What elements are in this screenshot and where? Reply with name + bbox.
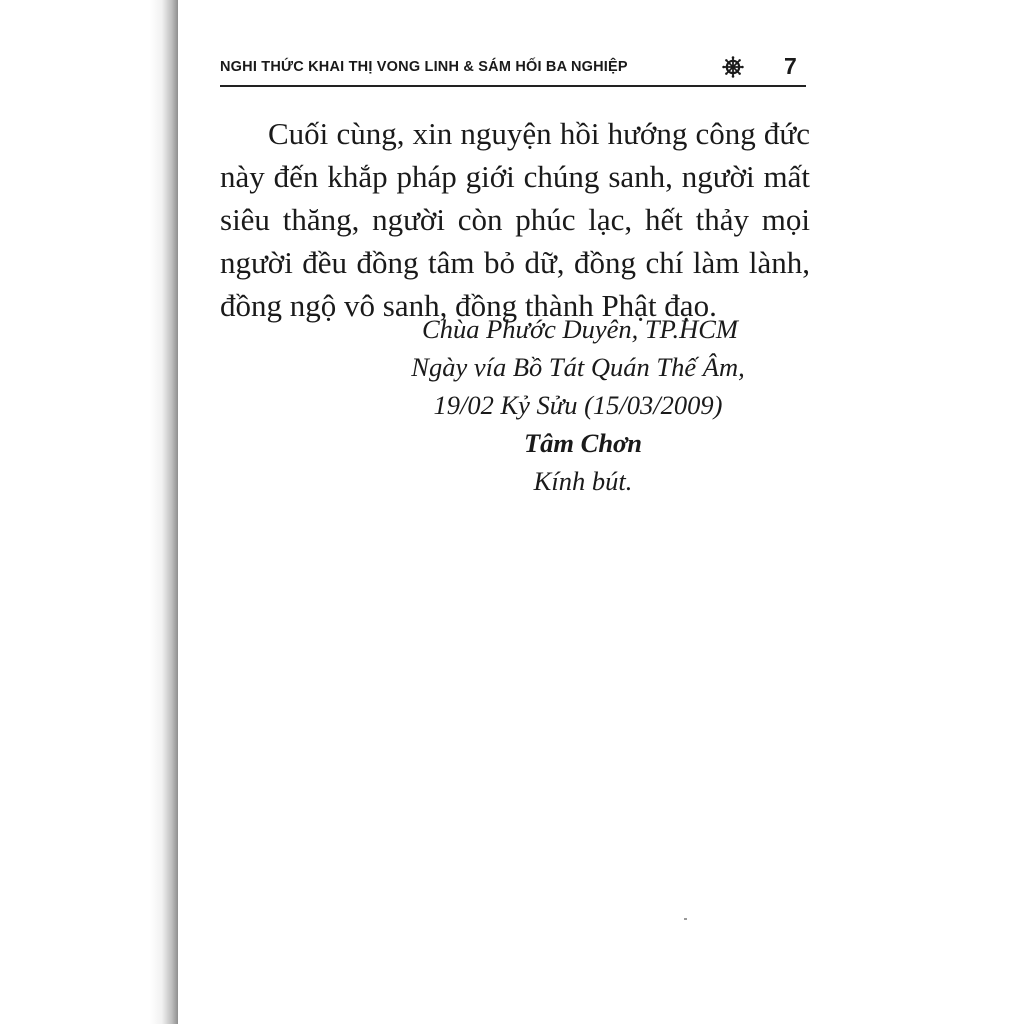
signature-author: Tâm Chơn: [523, 428, 643, 458]
book-page: [178, 0, 1024, 1024]
body-line: này đến khắp pháp giới chúng sanh, người mất: [220, 159, 810, 194]
body-line: đồng ngộ vô sanh, đồng thành Phật đạo.: [220, 288, 717, 323]
body-line: siêu thăng, người còn phúc lạc, hết thảy mọi: [220, 202, 810, 237]
dharma-wheel-icon: [722, 56, 744, 78]
page-number: 7: [784, 53, 797, 79]
running-header: [220, 55, 806, 87]
signature-date: 19/02 Kỷ Sửu (15/03/2009): [433, 390, 723, 420]
scan-speck: [684, 918, 687, 920]
signature-occasion: Ngày vía Bồ Tát Quán Thế Âm,: [411, 352, 745, 382]
body-paragraph: [220, 112, 810, 327]
book-gutter-shadow: [0, 0, 178, 1024]
body-line: Cuối cùng, xin nguyện hồi hướng công đức: [268, 116, 810, 151]
signature-block: [378, 310, 778, 500]
running-title: NGHI THỨC KHAI THỊ VONG LINH & SÁM HỐI BA NGHIỆP: [220, 59, 628, 75]
signature-closing: Kính bút.: [533, 466, 633, 496]
signature-place: Chùa Phước Duyên, TP.HCM: [422, 314, 738, 344]
body-line: người đều đồng tâm bỏ dữ, đồng chí làm lành,: [220, 245, 810, 280]
